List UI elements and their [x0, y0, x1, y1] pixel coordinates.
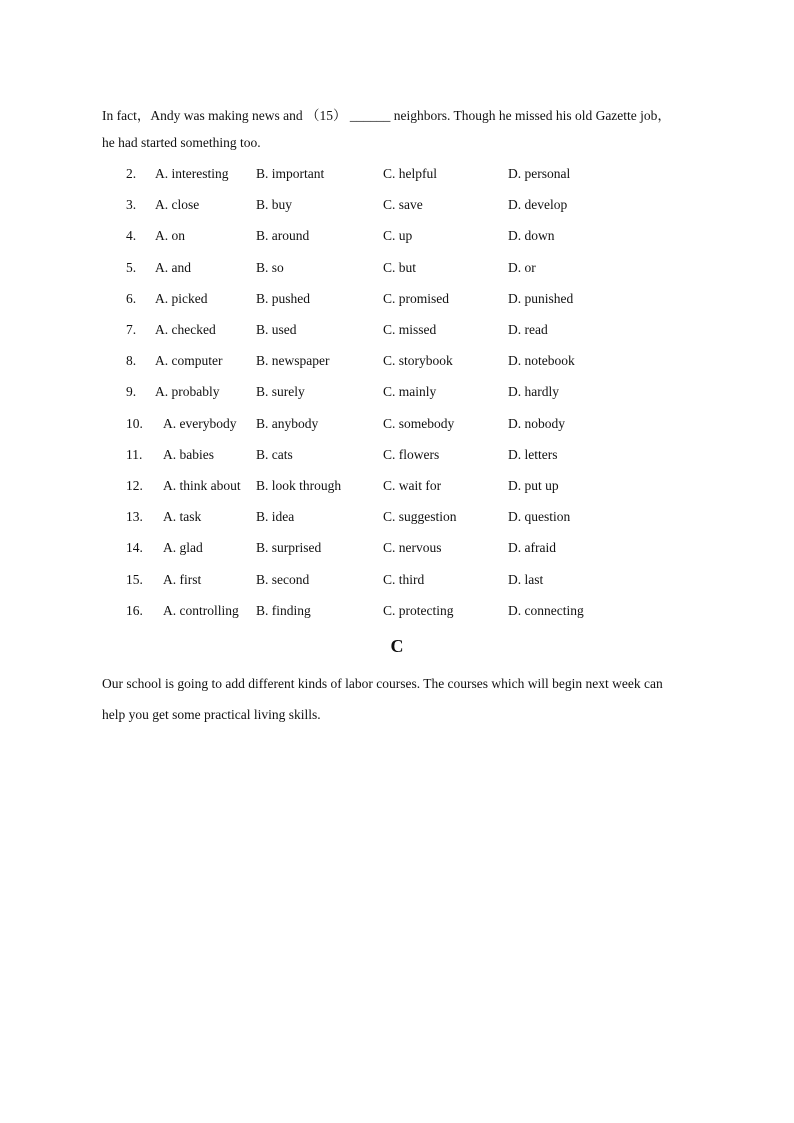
option-d: D. afraid	[508, 540, 556, 556]
option-d: D. question	[508, 509, 571, 525]
option-c: C. suggestion	[383, 509, 457, 525]
option-d: D. personal	[508, 166, 571, 181]
option-b: B. finding	[256, 602, 311, 618]
option-c: C. helpful	[383, 166, 437, 181]
question-row	[0, 447, 794, 467]
question-number: 13.	[126, 509, 143, 525]
question-number: 9.	[126, 384, 137, 400]
option-a: A. on	[155, 228, 185, 244]
option-b: B. used	[256, 322, 297, 337]
option-a: A. babies	[163, 446, 214, 462]
option-b: B. around	[256, 228, 310, 244]
option-b: B. cats	[256, 446, 293, 462]
question-row	[0, 322, 794, 342]
question-number: 4.	[126, 228, 137, 244]
option-c: C. up	[383, 228, 413, 244]
option-d: D. nobody	[508, 415, 565, 431]
option-a: A. checked	[155, 322, 216, 337]
question-number: 10.	[126, 415, 143, 431]
question-number: 3.	[126, 197, 137, 213]
option-c: C. flowers	[383, 446, 440, 462]
question-row	[0, 260, 794, 280]
option-b: B. so	[256, 259, 284, 275]
option-b: B. idea	[256, 509, 295, 525]
answer-blank: ______	[349, 108, 391, 123]
option-a: A. probably	[155, 384, 220, 400]
question-row	[0, 416, 794, 436]
option-d: D. letters	[508, 446, 558, 462]
question-row	[0, 291, 794, 311]
intro-line-2: he had started something too.	[102, 135, 261, 150]
option-b: B. buy	[256, 197, 293, 213]
option-b: B. important	[256, 166, 325, 181]
option-c: C. nervous	[383, 540, 442, 556]
option-c: C. save	[383, 197, 423, 213]
option-d: D. develop	[508, 197, 568, 213]
question-row	[0, 509, 794, 529]
option-a: A. glad	[163, 540, 203, 556]
option-d: D. or	[508, 259, 536, 275]
question-row	[0, 540, 794, 560]
option-d: D. read	[508, 322, 548, 337]
option-a: A. first	[163, 571, 202, 587]
question-row	[0, 166, 794, 186]
option-b: B. newspaper	[256, 353, 330, 369]
option-a: A. and	[155, 259, 191, 275]
intro-line-1	[102, 104, 671, 124]
section-c-line-1: Our school is going to add different kinds of labor courses. The courses which will begin next week can	[102, 676, 663, 691]
option-d: D. last	[508, 571, 544, 587]
question-number: 15.	[126, 571, 143, 587]
question-number: 7.	[126, 322, 137, 337]
intro-text-part1: In fact，Andy was making news and （15）	[102, 108, 347, 123]
option-b: B. surely	[256, 384, 305, 400]
question-number: 5.	[126, 259, 137, 275]
option-c: C. promised	[383, 290, 449, 306]
option-d: D. put up	[508, 478, 559, 493]
question-number: 6.	[126, 290, 137, 306]
section-title: C	[390, 636, 404, 656]
option-c: C. somebody	[383, 415, 455, 431]
option-a: A. controlling	[163, 602, 239, 618]
question-number: 8.	[126, 353, 137, 369]
question-row	[0, 228, 794, 248]
option-d: D. connecting	[508, 602, 584, 618]
option-c: C. but	[383, 259, 417, 275]
question-row	[0, 384, 794, 404]
question-number: 14.	[126, 540, 143, 556]
option-a: A. everybody	[163, 415, 237, 431]
option-a: A. close	[155, 197, 200, 213]
option-b: B. surprised	[256, 540, 322, 556]
option-c: C. wait for	[383, 478, 442, 493]
option-c: C. protecting	[383, 602, 454, 618]
question-number: 11.	[126, 446, 143, 462]
option-c: C. mainly	[383, 384, 437, 400]
option-d: D. punished	[508, 290, 574, 306]
option-a: A. computer	[155, 353, 223, 369]
option-b: B. second	[256, 571, 310, 587]
question-row	[0, 353, 794, 373]
option-a: A. picked	[155, 290, 208, 306]
option-a: A. task	[163, 509, 202, 525]
option-d: D. hardly	[508, 384, 559, 400]
option-b: B. pushed	[256, 290, 310, 306]
option-b: B. look through	[256, 478, 342, 493]
section-c-line-2: help you get some practical living skills.	[102, 707, 321, 722]
question-number: 2.	[126, 166, 137, 181]
question-number: 16.	[126, 602, 143, 618]
option-a: A. interesting	[155, 166, 229, 181]
option-d: D. down	[508, 228, 555, 244]
question-number: 12.	[126, 478, 143, 493]
option-a: A. think about	[163, 478, 241, 493]
option-c: C. storybook	[383, 353, 453, 369]
question-row	[0, 478, 794, 498]
option-c: C. third	[383, 571, 425, 587]
option-c: C. missed	[383, 322, 437, 337]
option-b: B. anybody	[256, 415, 319, 431]
question-row	[0, 572, 794, 592]
intro-text-part2: neighbors. Though he missed his old Gazette job，	[393, 108, 671, 123]
option-d: D. notebook	[508, 353, 575, 369]
question-row	[0, 603, 794, 623]
question-row	[0, 197, 794, 217]
